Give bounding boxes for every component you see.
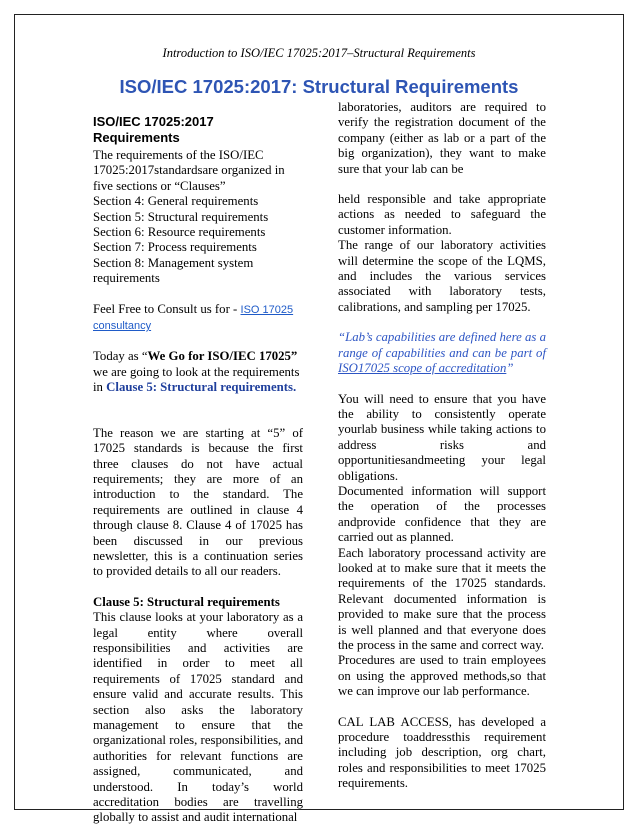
clause5-heading: Clause 5: Structural requirements [93,594,280,609]
section-item: Section 6: Resource requirements [93,225,266,240]
section-item: Section 4: General requirements [93,194,259,209]
section-item: Section 5: Structural requirements [93,209,269,224]
reason-paragraph: The reason we are starting at “5” of 17025 standards is because the first three clauses do not have actual requirements; they are more of an introduction to the standard. The requirements are outlined in clause 4 through clause 8. Clause 4 of 17025 has been discussed in our previous newsletter, this is a continuation series to provided details to all our readers. [93,425,303,579]
cal-lab-paragraph: CAL LAB ACCESS, has developed a procedure toaddressthis requirement including job description, org chart, roles and responsibilities to meet 17025 requirements. [338,714,546,791]
today-prefix: Today as “ [93,349,148,364]
clause-reference: Clause 5: Structural requirements. [106,380,297,395]
scope-accreditation-link[interactable]: ISO17025 scope of accreditation [338,361,507,376]
today-paragraph [93,349,303,395]
today-bold: We Go for ISO/IEC 17025” [147,349,298,364]
section-item: Section 7: Process requirements [93,240,257,255]
procedures-paragraph: Procedures are used to train employees on using the approved methods,so that we can improve our lab performance. [338,653,546,699]
process-paragraph: Each laboratory processand activity are looked at to make sure that it meets the requirements of the 17025 standards. Relevant documented information is provided to make sure that the process is well planned and that everyone does the process in the same and correct way. [338,545,546,652]
consult-prefix: Feel Free to Consult us for - [93,301,241,316]
capabilities-quote [338,330,546,376]
consultancy-link[interactable]: ISO 17025 consultancy [93,303,294,333]
requirements-subheading: ISO/IEC 17025:2017 Requirements [93,114,214,145]
left-column [93,114,303,826]
quote-end: ” [506,361,514,376]
verify-paragraph: laboratories, auditors are required to verify the registration document of the company (either as lab or a part of the big organization), they want to make sure that your lab can be [338,100,546,176]
section-item: Section 8: Management system requirements [93,255,254,286]
quote-text: “Lab’s capabilities are defined here as a range of capabilities and can be part of [338,330,546,360]
running-header: Introduction to ISO/IEC 17025:2017–Structural Requirements [162,46,476,60]
right-column [338,100,546,792]
today-mid: we are going to look at the requirements in [93,364,300,395]
consult-line [93,302,303,335]
scope-paragraph: The range of our laboratory activities will determine the scope of the LQMS, and includes the various services associated with laboratory tests, calibrations, and sampling per 17025. [338,238,546,314]
intro-paragraph: The requirements of the ISO/IEC 17025:2017standardsare organized in five sections or “Clauses” [93,148,285,193]
responsibility-paragraph: held responsible and take appropriate actions as needed to safeguard the customer information. [338,192,546,237]
documented-paragraph: Documented information will support the operation of the processes andprovide confidence that they are carried out as planned. [338,483,546,545]
ensure-paragraph: You will need to ensure that you have the ability to consistently operate yourlab business while taking actions to address risks and opportunitiesandmeeting your legal obligations. [338,391,546,483]
page-title: ISO/IEC 17025:2017: Structural Requirements [119,76,519,97]
clause5-body: This clause looks at your laboratory as a legal entity where overall responsibilities and activities are identified in order to meet all requirements of 17025 standard and ensure valid and accurate results. This section also asks the laboratory management to ensure that the organizational roles, responsibilities, and authorities for relevant functions are assigned, communicated, and understood. In today’s world accreditation bodies are travelling globally to assist and audit international [93,610,303,825]
